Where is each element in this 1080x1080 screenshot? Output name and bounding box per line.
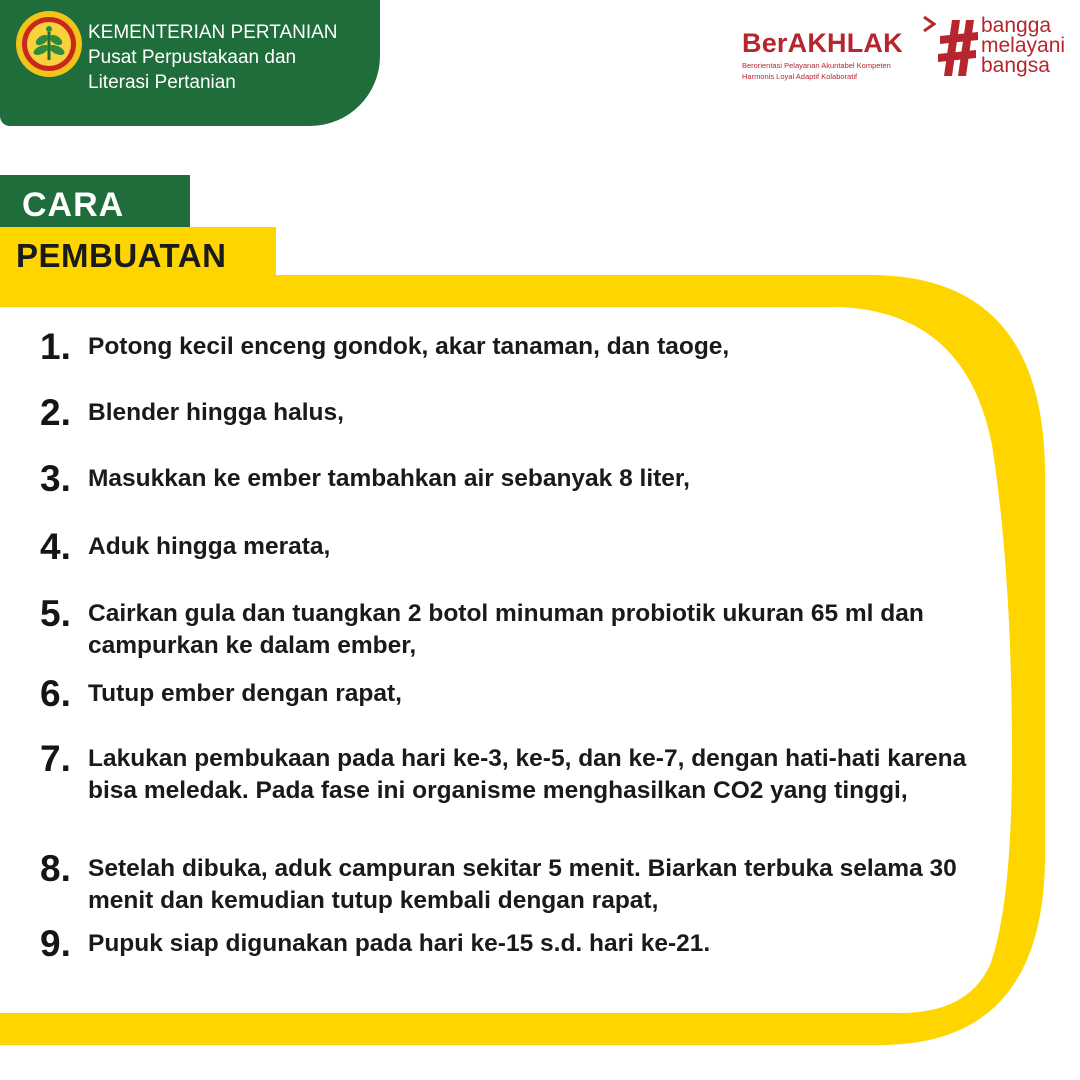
step-text: Cairkan gula dan tuangkan 2 botol minuman probiotik ukuran 65 ml dan campurkan ke dalam ember,: [88, 600, 924, 659]
berakhlak-logo: [742, 28, 938, 81]
step-number: 2.: [40, 392, 71, 433]
list-item: [40, 460, 968, 497]
list-item: [40, 528, 968, 565]
list-item: [40, 394, 968, 431]
step-text: Potong kecil enceng gondok, akar tanaman, dan taoge,: [88, 333, 730, 360]
step-text: Pupuk siap digunakan pada hari ke-15 s.d. hari ke-21.: [88, 930, 711, 957]
chevron-right-icon: [920, 14, 940, 34]
berakhlak-tagline-2: Harmonis Loyal Adaptif Kolaboratif: [742, 72, 858, 81]
step-number: 3.: [40, 458, 71, 499]
bangga-melayani-bangsa: [981, 16, 1065, 76]
header-banner: [0, 0, 380, 126]
list-item: [40, 850, 968, 917]
org-name: [88, 20, 338, 95]
bangga-line3: bangsa: [981, 54, 1050, 77]
ministry-logo-icon: [15, 10, 83, 78]
bangga-line2: melayani: [981, 34, 1066, 57]
step-text: Lakukan pembukaan pada hari ke-3, ke-5, dan ke-7, dengan hati-hati karena bisa meledak. Pada fase ini organisme menghasilkan CO2 yang tinggi,: [88, 745, 967, 804]
list-item: [40, 925, 968, 962]
org-line3: Literasi Pertanian: [88, 72, 236, 93]
list-item: [40, 328, 968, 365]
berakhlak-tagline-1: Berorientasi Pelayanan Akuntabel Kompeten: [742, 61, 891, 70]
org-line2: Pusat Perpustakaan dan: [88, 47, 297, 68]
step-number: 5.: [40, 593, 71, 634]
berakhlak-word: BerAKHLAK: [742, 28, 903, 58]
step-number: 9.: [40, 923, 71, 964]
step-text: Tutup ember dengan rapat,: [88, 680, 402, 707]
title-cara: CARA: [0, 175, 190, 235]
bangga-line1: bangga: [981, 14, 1052, 37]
list-item: [40, 675, 968, 712]
title-pembuatan: PEMBUATAN: [0, 227, 276, 285]
step-number: 8.: [40, 848, 71, 889]
step-text: Masukkan ke ember tambahkan air sebanyak 8 liter,: [88, 465, 690, 492]
step-text: Setelah dibuka, aduk campuran sekitar 5 menit. Biarkan terbuka selama 30 menit dan kemudian tutup kembali dengan rapat,: [88, 855, 957, 914]
step-number: 4.: [40, 526, 71, 567]
list-item: [40, 595, 968, 662]
list-item: [40, 740, 968, 807]
step-text: Aduk hingga merata,: [88, 533, 331, 560]
hashtag-icon: [938, 18, 980, 78]
step-text: Blender hingga halus,: [88, 399, 344, 426]
step-number: 1.: [40, 326, 71, 367]
org-line1: KEMENTERIAN PERTANIAN: [88, 22, 338, 43]
step-number: 7.: [40, 738, 71, 779]
step-number: 6.: [40, 673, 71, 714]
